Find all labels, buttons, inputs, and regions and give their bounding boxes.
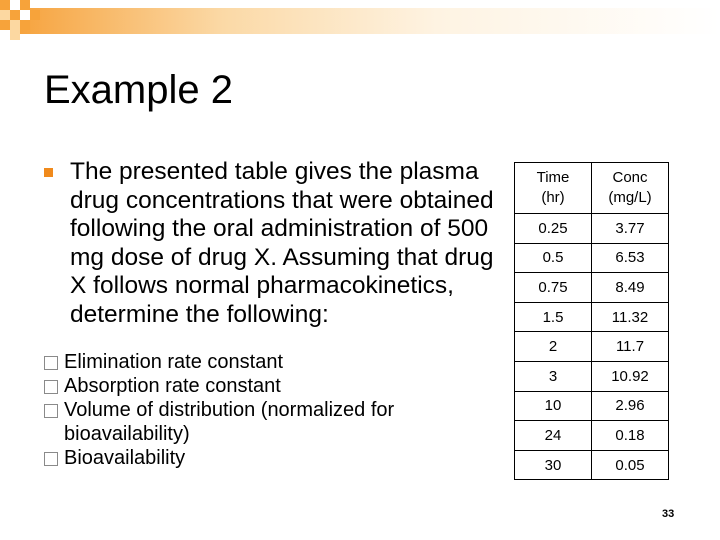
sub-bullet-item <box>44 374 514 398</box>
header-conc-unit: (mg/L) <box>608 189 652 206</box>
bullet-square-icon <box>44 168 53 177</box>
deco-square <box>10 0 20 10</box>
sub-bullet-text: Volume of distribution (normalized for bioavailability) <box>64 399 395 445</box>
table-row <box>515 302 669 332</box>
table-row <box>515 450 669 480</box>
sub-bullet-text: Elimination rate constant <box>64 351 284 373</box>
concentration-table <box>514 162 669 480</box>
conc-cell: 3.77 <box>592 214 669 244</box>
time-cell: 10 <box>515 391 592 421</box>
table-row <box>515 243 669 273</box>
table-row <box>515 421 669 451</box>
time-cell: 0.75 <box>515 273 592 303</box>
deco-square <box>0 10 10 20</box>
table-header-row <box>515 163 669 214</box>
conc-cell: 6.53 <box>592 243 669 273</box>
checkbox-bullet-icon <box>44 356 58 370</box>
time-cell: 24 <box>515 421 592 451</box>
deco-square <box>30 10 40 20</box>
table-row <box>515 273 669 303</box>
conc-cell: 11.7 <box>592 332 669 362</box>
deco-square <box>10 10 20 20</box>
table-row <box>515 391 669 421</box>
time-cell: 30 <box>515 450 592 480</box>
deco-square <box>20 10 30 20</box>
deco-square <box>20 0 30 10</box>
page-number: 33 <box>662 508 675 520</box>
header-gradient-bar <box>10 8 720 34</box>
time-cell: 2 <box>515 332 592 362</box>
sub-bullet-text: Bioavailability <box>64 447 186 469</box>
conc-cell: 8.49 <box>592 273 669 303</box>
deco-square <box>20 20 30 30</box>
header-time <box>515 163 592 214</box>
sub-bullet-list <box>44 350 514 470</box>
sub-bullet-item <box>44 350 514 374</box>
header-time-label: Time <box>536 169 570 186</box>
checkbox-bullet-icon <box>44 380 58 394</box>
sub-bullet-item <box>44 398 514 446</box>
time-cell: 0.25 <box>515 214 592 244</box>
header-conc <box>592 163 669 214</box>
conc-cell: 11.32 <box>592 302 669 332</box>
table-row <box>515 332 669 362</box>
sub-bullet-item <box>44 446 514 470</box>
main-bullet <box>38 158 508 329</box>
checkbox-bullet-icon <box>44 452 58 466</box>
deco-square <box>0 0 10 10</box>
conc-cell: 0.18 <box>592 421 669 451</box>
time-cell: 3 <box>515 361 592 391</box>
deco-square <box>10 20 20 30</box>
conc-cell: 0.05 <box>592 450 669 480</box>
header-decoration <box>0 0 720 40</box>
deco-square <box>10 30 20 40</box>
header-conc-label: Conc <box>612 169 648 186</box>
conc-cell: 10.92 <box>592 361 669 391</box>
sub-bullet-text: Absorption rate constant <box>64 375 281 397</box>
bullet-text: The presented table gives the plasma drug concentrations that were obtained following the oral administration of 500 mg dose of drug X. Assuming that drug X follows normal pharmacokinetics, determine the following: <box>70 158 494 328</box>
checkbox-bullet-icon <box>44 404 58 418</box>
table-row <box>515 214 669 244</box>
conc-cell: 2.96 <box>592 391 669 421</box>
header-time-unit: (hr) <box>541 189 565 206</box>
time-cell: 0.5 <box>515 243 592 273</box>
table-row <box>515 361 669 391</box>
time-cell: 1.5 <box>515 302 592 332</box>
slide-title: Example 2 <box>44 68 233 112</box>
deco-square <box>0 20 10 30</box>
